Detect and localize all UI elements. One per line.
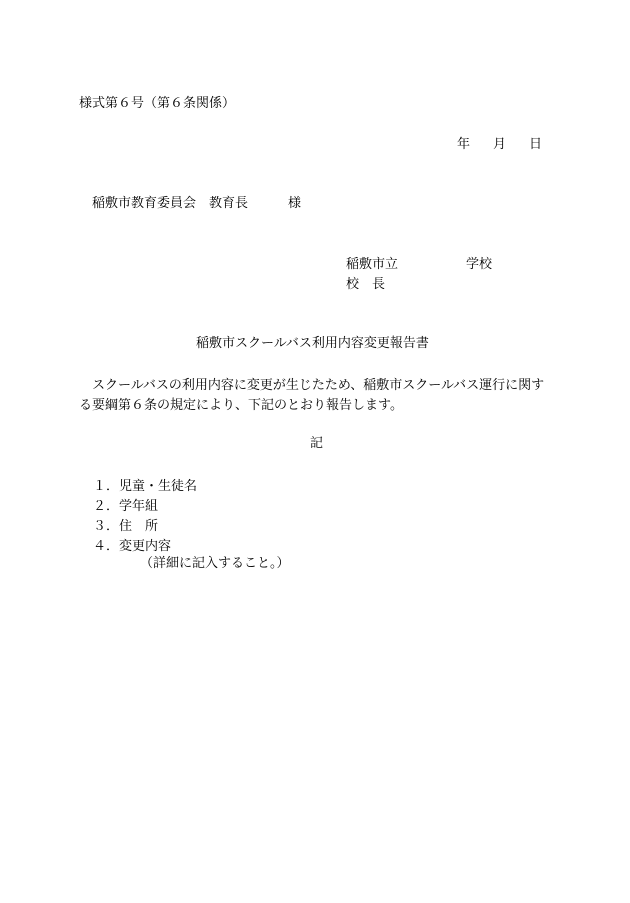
date-month-label: 月 xyxy=(493,137,507,152)
list-item xyxy=(93,477,197,497)
item-label: 住 所 xyxy=(119,519,159,534)
date-day-label: 日 xyxy=(529,137,543,152)
item-list xyxy=(93,477,197,557)
addressee-honorific: 様 xyxy=(288,196,302,211)
item-number: １． xyxy=(93,479,120,494)
item-label: 学年組 xyxy=(119,499,159,514)
list-item xyxy=(93,497,197,517)
sender-principal xyxy=(346,278,385,291)
body-text: スクールバスの利用内容に変更が生じたため、稲敷市スクールバス運行に関する要綱第６条の規定により、下記のとおり報告します。 xyxy=(79,378,545,413)
addressee-position: 教育長 xyxy=(209,196,249,211)
item-label: 児童・生徒名 xyxy=(119,479,198,494)
item-number: ４． xyxy=(93,539,120,554)
item-label: 変更内容 xyxy=(119,539,172,554)
principal-label-1: 校 xyxy=(346,277,360,292)
date-year-label: 年 xyxy=(457,137,471,152)
item-number: ３． xyxy=(93,519,120,534)
item-number: ２． xyxy=(93,499,120,514)
date-line xyxy=(457,138,542,151)
form-number: 様式第６号（第６条関係） xyxy=(79,96,236,111)
detail-note: （詳細に記入すること。） xyxy=(140,556,290,571)
sender-school xyxy=(346,258,492,271)
addressee xyxy=(92,197,301,210)
principal-label-2: 長 xyxy=(372,277,386,292)
addressee-organization: 稲敷市教育委員会 xyxy=(92,196,197,211)
document-title: 稲敷市スクールバス利用内容変更報告書 xyxy=(196,336,429,351)
school-suffix: 学校 xyxy=(466,257,493,272)
list-item xyxy=(93,517,197,537)
school-prefix: 稲敷市立 xyxy=(346,257,399,272)
ki-heading: 記 xyxy=(310,436,324,451)
list-item xyxy=(93,537,197,557)
